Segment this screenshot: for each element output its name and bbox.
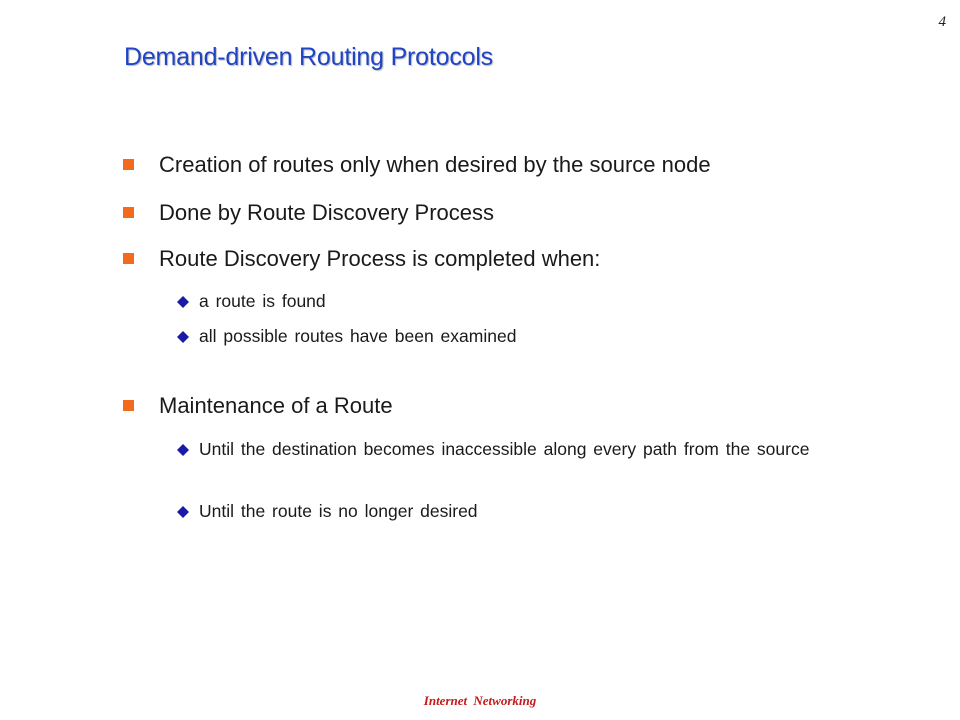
square-bullet-icon: [123, 159, 134, 170]
page-number: 4: [938, 14, 946, 30]
slide-title: Demand-driven Routing Protocols: [124, 43, 493, 71]
bullet-text: Creation of routes only when desired by the source node: [159, 152, 711, 177]
diamond-bullet-icon: [177, 444, 189, 456]
square-bullet-icon: [123, 253, 134, 264]
sub-bullet-text: Until the route is no longer desired: [199, 501, 478, 521]
diamond-bullet-icon: [177, 296, 189, 308]
diamond-bullet-icon: [177, 506, 189, 518]
square-bullet-icon: [123, 207, 134, 218]
bullet-text: Maintenance of a Route: [159, 393, 393, 418]
sub-bullet-text: all possible routes have been examined: [199, 326, 517, 346]
bullet-text: Route Discovery Process is completed when:: [159, 246, 601, 271]
sub-bullet-text: Until the destination becomes inaccessible along every path from the source: [199, 439, 810, 459]
diamond-bullet-icon: [177, 331, 189, 343]
sub-bullet-text: a route is found: [199, 291, 326, 311]
square-bullet-icon: [123, 400, 134, 411]
footer-label: Internet Networking: [423, 693, 537, 708]
bullet-text: Done by Route Discovery Process: [159, 200, 495, 225]
